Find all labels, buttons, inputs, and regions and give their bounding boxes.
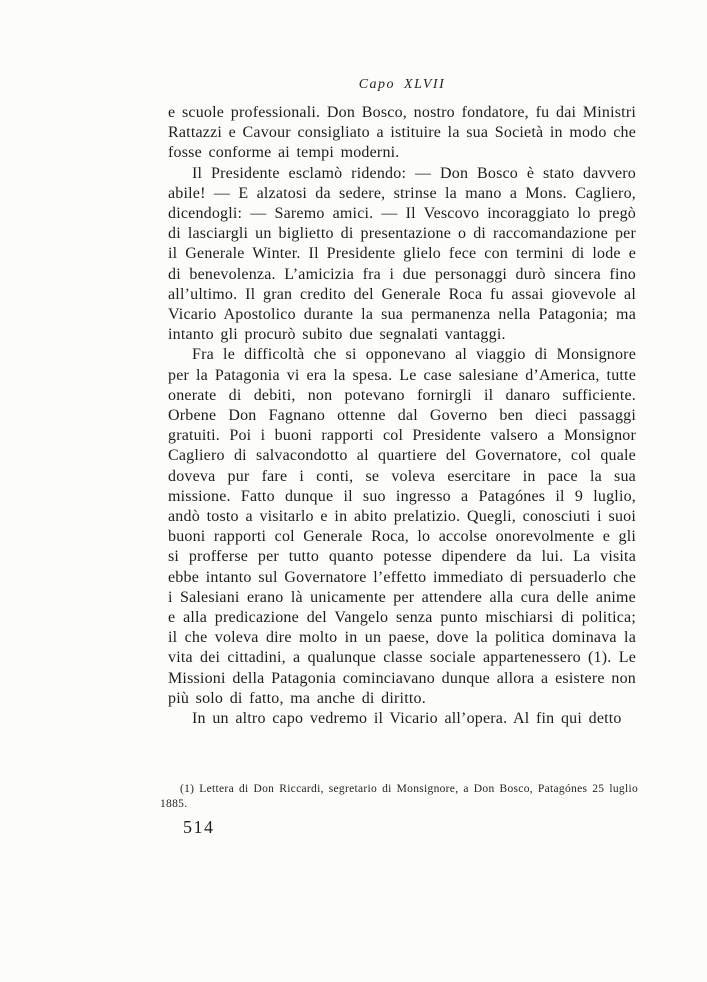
paragraph: Il Presidente esclamò ridendo: — Don Bosco è stato davvero abile! — E alzatosi da sedere, strinse la mano a Mons. Cagliero, dicendogli: — Saremo amici. — Il Vescovo incoraggiato lo pregò di lasciargli un biglietto di presentazione o di raccomandazione per il Generale Winter. Il Presidente glielo fece con termini di lode e di benevolenza. L’amicizia fra i due personaggi durò sincera fino all’ultimo. Il gran credito del Generale Roca fu assai giovevole al Vicario Apostolico durante la sua permanenza nella Patagonia; ma intanto gli procurò subito due segnalati vantaggi.	[168, 164, 636, 344]
paragraph-continuation: e scuole professionali. Don Bosco, nostro fondatore, fu dai Ministri Rattazzi e Cavour consigliato a istituire la sua Società in modo che fosse conforme ai tempi moderni.	[168, 104, 636, 162]
paragraph: In un altro capo vedremo il Vicario all’opera. Al fin qui detto	[192, 710, 622, 728]
footnote: (1) Lettera di Don Riccardi, segretario di Monsignore, a Don Bosco, Patagónes 25 luglio 1885.	[160, 783, 638, 810]
running-header: Capo XLVII	[358, 77, 446, 92]
page-number: 514	[183, 817, 215, 837]
body-text	[168, 103, 636, 729]
paragraph: Fra le difficoltà che si opponevano al viaggio di Monsignore per la Patagonia vi era la spesa. Le case salesiane d’America, tutte onerate di debiti, non potevano fornirgli il danaro sufficiente. Orbene Don Fagnano ottenne dal Governo ben dieci passaggi gratuiti. Poi i buoni rapporti col Presidente valsero a Monsignor Cagliero di salvacondotto al quartiere del Governatore, col quale doveva pur fare i conti, se voleva esercitare in pace la sua missione. Fatto dunque il suo ingresso a Patagónes il 9 luglio, andò tosto a visitarlo e in abito prelatizio. Quegli, conosciuti i suoi buoni rapporti col Generale Roca, lo accolse onorevolmente e gli si profferse per tutto quanto potesse dipendere da lui. La visita ebbe intanto sul Governatore l’effetto immediato di persuaderlo che i Salesiani erano là unicamente per attendere alla cura delle anime e alla predicazione del Vangelo senza punto mischiarsi di politica; il che voleva dire molto in un paese, dove la politica dominava la vita dei cittadini, a qualunque classe sociale appartenessero (1). Le Missioni della Patagonia cominciavano dunque allora a esistere non più solo di fatto, ma anche di diritto.	[168, 346, 636, 707]
